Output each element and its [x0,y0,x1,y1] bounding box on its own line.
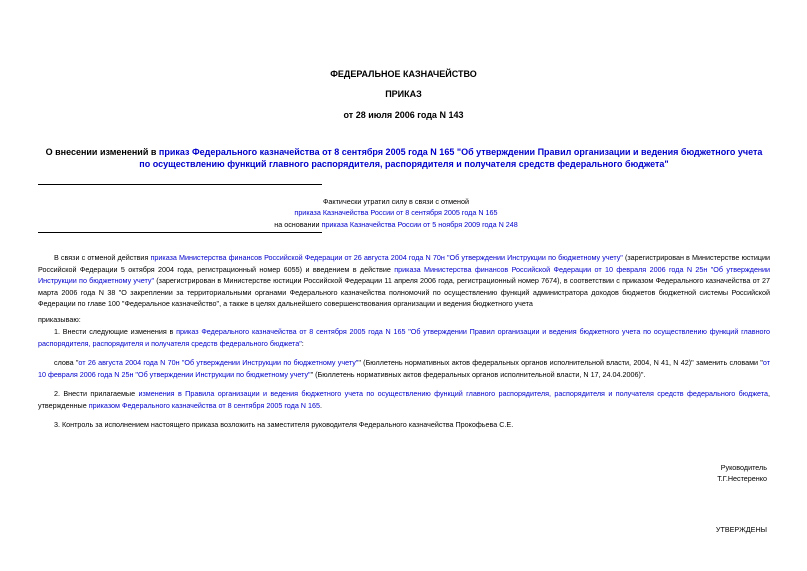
title-link[interactable]: приказ Федерального казначейства от 8 сентября 2005 года N 165 "Об утверждении Правил организации и ведения бюджетного учета по осуществлению функций главного распорядителя, распорядителя и получателя средств федерального бюджета" [139,147,763,169]
header-doc-type: ПРИКАЗ [385,89,422,99]
header-org: ФЕДЕРАЛЬНОЕ КАЗНАЧЕЙСТВО [330,69,477,79]
status-line-3-prefix: на основании [274,219,322,229]
item-1-text-1: 1. Внести следующие изменения в [54,327,177,336]
title-prefix: О внесении изменений в [45,147,159,157]
preamble-link-70n[interactable]: приказа Министерства финансов Российской Федерации от 26 августа 2004 года N 70н "Об утверждении Инструкции по бюджетному учету" [150,253,623,262]
status-note [38,196,754,230]
status-link-repealed[interactable]: приказа Казначейства России от 8 сентября 2005 года N 165 [294,208,498,218]
status-line-1: Фактически утратил силу в связи с отменой [322,197,470,206]
order-word: приказываю: [38,315,81,324]
document-title [44,147,764,170]
item-1 [38,326,770,349]
preamble-text-1: В связи с отменой действия [54,253,151,262]
item-3: 3. Контроль за исполнением настоящего приказа возложить на заместителя руководителя Федерального казначейства Прокофьева С.Е. [54,420,514,429]
item-1-text-2: : [301,338,304,348]
item-2 [38,388,770,411]
item-1-words [38,357,770,380]
preamble-text-3: (зарегистрирован в Министерстве юстиции Российской Федерации 11 апреля 2006 года, регистрационный номер 7674), в соответствии с приказом Федерального казначейства от 27 марта 2006 года N 38 "О закреплении за территориальными органами Федерального казначейства полномочий по осуществлению функций администратора доходов бюджетов бюджетной системы Российской Федерации по главе 100 "Федеральное казначейство", а также в целях дальнейшего совершенствования организации и ведения бюджетного учета [38,276,770,308]
header-date: от 28 июля 2006 года N 143 [343,110,464,120]
item-2-link-order[interactable]: приказом Федерального казначейства от 8 сентября 2005 года N 165 [88,400,320,410]
signature-name: Т.Г.Нестеренко [717,474,767,484]
preamble-text-2: (зарегистрирован в Министерстве юстиции Российской Федерации 5 октября 2004 года, регистрационный номер 6055) и введением в действие [38,253,770,274]
approved-label: УТВЕРЖДЕНЫ [715,525,767,534]
signature-block [560,462,767,485]
divider-bottom [38,232,322,233]
divider-top [38,184,322,185]
item-2-text-2: , утвержденные [38,389,771,410]
item-1-words-text-3: " (Бюллетень нормативных актов федеральных органов исполнительной власти, N 17, 24.04.2006)". [310,369,646,379]
item-2-text-1: 2. Внести прилагаемые [54,389,139,398]
preamble [38,252,770,310]
item-1-words-text-2: " (Бюллетень нормативных актов федеральных органов исполнительной власти, 2004, N 41, N 42)" заменить словами " [358,358,763,367]
item-1-words-text-1: слова " [54,358,79,367]
item-1-words-link-old[interactable]: от 26 августа 2004 года N 70н "Об утверждении Инструкции по бюджетному учету" [78,358,359,367]
signature-role: Руководитель [720,463,767,472]
item-2-link-changes[interactable]: изменения в Правила организации и ведения бюджетного учета по осуществлению функций главного распорядителя, распорядителя и получателя средств федерального бюджета [138,389,769,398]
item-1-link[interactable]: приказ Федерального казначейства от 8 сентября 2005 года N 165 "Об утверждении Правил организации и ведения бюджетного учета по осуществлению функций главного распорядителя, распорядителя и получателя средств федерального бюджета" [38,327,770,348]
status-link-basis[interactable]: приказа Казначейства России от 5 ноября 2009 года N 248 [321,219,518,229]
item-1-words-link-new[interactable]: от 10 февраля 2006 года N 25н "Об утверждении Инструкции по бюджетному учету" [38,358,770,379]
preamble-link-25n[interactable]: приказа Министерства финансов Российской Федерации от 10 февраля 2006 года N 25н "Об утверждении Инструкции по бюджетному учету" [38,264,770,285]
item-2-text-3: . [320,400,322,410]
